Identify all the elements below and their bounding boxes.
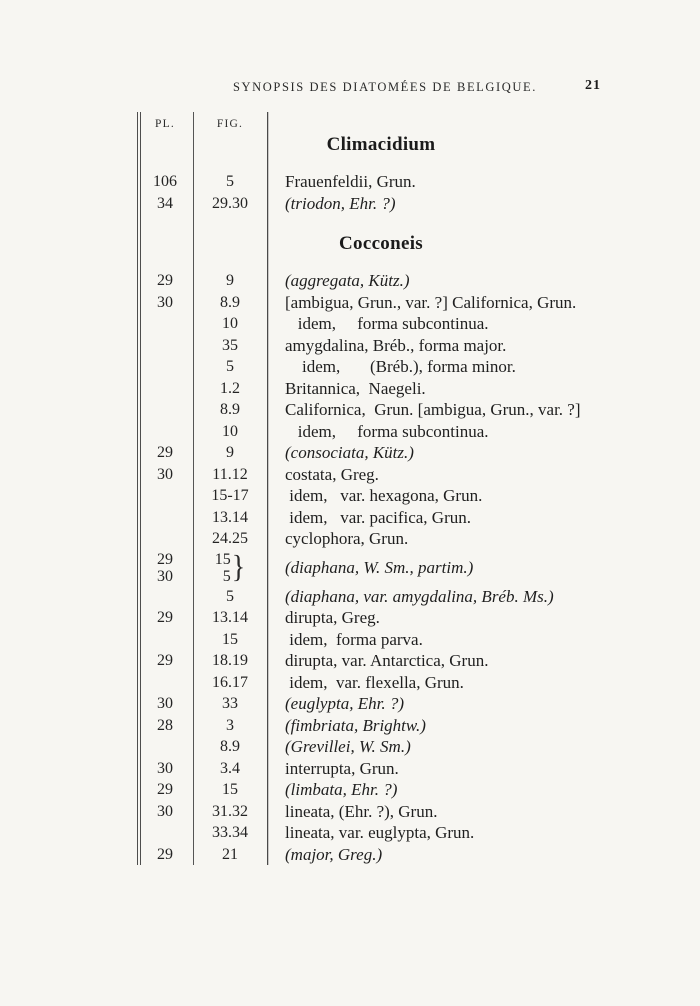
pl-value: 29 — [157, 550, 173, 568]
fig-cell: 1.2 — [220, 379, 240, 397]
fig-cell: 31.32 — [212, 802, 248, 820]
pl-cell — [137, 550, 193, 586]
fig-cell: 8.9 — [220, 738, 240, 755]
fig-cell: 5 — [226, 587, 234, 605]
fig-cell: 11.12 — [212, 465, 248, 483]
column-headers — [137, 117, 693, 131]
pl-cell: 29 — [157, 845, 173, 863]
species-name: (fimbriata, Brightw.) — [285, 715, 426, 735]
fig-cell: 5 — [226, 173, 234, 190]
pl-cell — [137, 629, 193, 651]
fig-cell: 3.4 — [220, 759, 240, 777]
fig-cell — [193, 550, 267, 586]
table-row — [137, 171, 693, 193]
table-row — [137, 442, 693, 464]
pl-cell — [137, 399, 193, 421]
pl-cell — [137, 485, 193, 507]
table-row — [137, 550, 693, 586]
species-name: idem, var. pacifica, Grun. — [285, 507, 471, 527]
species-name: dirupta, Greg. — [285, 608, 380, 627]
pl-cell: 106 — [153, 173, 177, 190]
table-pl-fig-divider-rule — [193, 112, 194, 865]
species-name: idem, var. hexagona, Grun. — [285, 486, 483, 505]
fig-cell: 33 — [222, 695, 238, 712]
pl-cell — [137, 335, 193, 357]
table-row — [137, 528, 693, 550]
table-row — [137, 464, 693, 486]
fig-cell: 8.9 — [220, 401, 240, 418]
pl-cell: 29 — [157, 781, 173, 798]
fig-cell: 8.9 — [220, 293, 240, 311]
species-name: costata, Greg. — [285, 464, 379, 484]
species-name: (triodon, Ehr. ?) — [285, 193, 396, 213]
species-name: (diaphana, var. amygdalina, Bréb. Ms.) — [285, 586, 554, 606]
fig-value: 15 — [214, 550, 231, 568]
table-row — [137, 715, 693, 737]
table-row — [137, 801, 693, 823]
table-row — [137, 586, 693, 608]
table-fig-name-divider-rule — [267, 112, 268, 865]
fig-cell: 33.34 — [212, 824, 248, 841]
col-header-fig: FIG. — [216, 118, 244, 130]
pl-cell — [137, 313, 193, 335]
species-name: interrupta, Grun. — [285, 758, 399, 778]
table-row — [137, 736, 693, 758]
species-name: idem, forma parva. — [285, 629, 423, 649]
table-row — [137, 672, 693, 694]
species-name: cyclophora, Grun. — [285, 529, 409, 548]
species-name: idem, var. flexella, Grun. — [285, 672, 464, 692]
species-name: Frauenfeldii, Grun. — [285, 172, 416, 191]
fig-cell: 3 — [226, 716, 234, 734]
pl-cell — [137, 356, 193, 378]
page-number: 21 — [585, 78, 601, 93]
pl-value: 30 — [157, 567, 173, 585]
section-heading: Cocconeis — [339, 233, 423, 254]
brace-icon: } — [231, 549, 246, 585]
pl-cell — [137, 672, 193, 694]
species-name: idem, forma subcontinua. — [285, 421, 489, 441]
table-row — [137, 335, 693, 357]
fig-cell: 35 — [222, 336, 238, 354]
table-section — [137, 233, 693, 865]
table-row — [137, 270, 693, 292]
pl-cell: 29 — [157, 652, 173, 669]
table-row — [137, 378, 693, 400]
species-name: (Grevillei, W. Sm.) — [285, 737, 411, 756]
fig-value: 5 — [222, 567, 231, 585]
pl-cell: 28 — [157, 716, 173, 734]
species-name: idem, (Bréb.), forma minor. — [285, 357, 516, 376]
pl-cell: 30 — [157, 695, 173, 712]
species-table — [137, 112, 693, 865]
pl-cell: 30 — [157, 802, 173, 820]
fig-cell: 21 — [222, 845, 238, 863]
running-head — [160, 80, 610, 95]
species-name: (consociata, Kütz.) — [285, 443, 414, 462]
col-header-spacer — [267, 117, 693, 131]
species-name: (aggregata, Kütz.) — [285, 271, 410, 290]
pl-cell: 30 — [157, 465, 173, 483]
table-row — [137, 844, 693, 866]
pl-cell — [137, 421, 193, 443]
fig-cell: 13.14 — [212, 609, 248, 626]
pl-cell: 29 — [157, 609, 173, 626]
table-row — [137, 193, 693, 215]
pl-cell: 34 — [157, 194, 173, 212]
fig-cell: 24.25 — [212, 530, 248, 547]
table-row — [137, 693, 693, 715]
table-row — [137, 822, 693, 844]
pl-cell — [137, 822, 193, 844]
pl-cell: 30 — [157, 759, 173, 777]
species-name: (euglypta, Ehr. ?) — [285, 694, 404, 713]
fig-cell: 16.17 — [212, 673, 248, 691]
species-name: (diaphana, W. Sm., partim.) — [285, 557, 474, 577]
fig-cell: 13.14 — [212, 508, 248, 526]
table-row — [137, 507, 693, 529]
section-heading: Climacidium — [326, 134, 436, 155]
species-name: (major, Greg.) — [285, 844, 383, 864]
fig-cell: 10 — [222, 315, 238, 332]
fig-cell: 10 — [222, 422, 238, 440]
species-name: (limbata, Ehr. ?) — [285, 780, 398, 799]
pl-cell: 29 — [157, 444, 173, 461]
table-left-rule-outer — [137, 112, 138, 865]
table-row — [137, 313, 693, 335]
fig-cell: 15 — [222, 781, 238, 798]
table-row — [137, 779, 693, 801]
table-left-rule-inner — [140, 112, 141, 865]
pl-cell — [137, 528, 193, 550]
fig-values — [215, 551, 231, 585]
pl-cell: 29 — [157, 272, 173, 289]
table-section — [137, 134, 693, 214]
fig-cell: 29.30 — [212, 194, 248, 212]
species-name: idem, forma subcontinua. — [285, 314, 489, 333]
fig-cell: 9 — [226, 444, 234, 461]
pl-cell — [137, 378, 193, 400]
species-name: dirupta, var. Antarctica, Grun. — [285, 651, 489, 670]
species-name: lineata, (Ehr. ?), Grun. — [285, 801, 438, 821]
running-head-title: SYNOPSIS DES DIATOMÉES DE BELGIQUE. — [232, 80, 538, 94]
pl-cell: 30 — [157, 293, 173, 311]
table-row — [137, 399, 693, 421]
species-name: amygdalina, Bréb., forma major. — [285, 335, 507, 355]
species-name: lineata, var. euglypta, Grun. — [285, 823, 475, 842]
fig-cell: 5 — [226, 358, 234, 375]
table-row — [137, 356, 693, 378]
fig-cell: 9 — [226, 272, 234, 289]
col-header-pl: PL. — [155, 118, 175, 130]
table-sections — [137, 134, 693, 865]
pl-cell — [137, 507, 193, 529]
species-name: Britannica, Naegeli. — [285, 378, 426, 398]
species-name: [ambigua, Grun., var. ?] Californica, Grun. — [285, 292, 577, 312]
pl-cell — [137, 586, 193, 608]
table-row — [137, 758, 693, 780]
table-row — [137, 292, 693, 314]
fig-cell: 18.19 — [212, 652, 248, 669]
table-row — [137, 485, 693, 507]
table-row — [137, 629, 693, 651]
fig-cell: 15-17 — [211, 487, 249, 504]
pl-cell — [137, 736, 193, 758]
table-row — [137, 607, 693, 629]
fig-cell: 15 — [222, 630, 238, 648]
species-name: Californica, Grun. [ambigua, Grun., var. ?] — [285, 400, 581, 419]
table-row — [137, 650, 693, 672]
table-row — [137, 421, 693, 443]
